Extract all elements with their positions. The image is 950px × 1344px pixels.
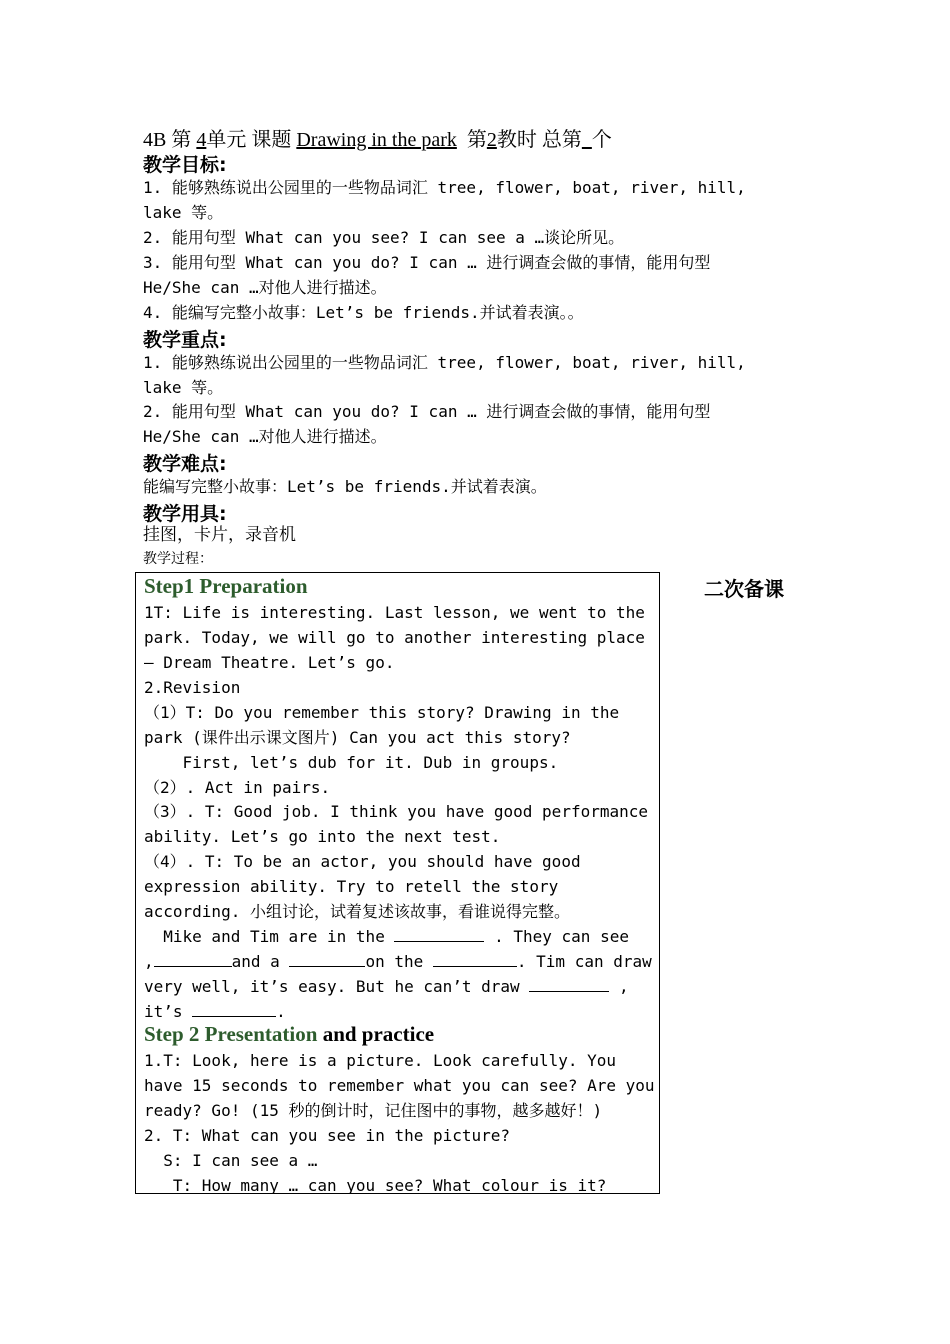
tools-heading: 教学用具: bbox=[143, 503, 227, 525]
story-line bbox=[144, 999, 286, 1024]
story-text: it’s bbox=[144, 1002, 183, 1021]
story-text: , bbox=[618, 977, 629, 996]
key-point-line: lake 等。 bbox=[143, 378, 224, 397]
difficulty-line: 能编写完整小故事：Let’s be friends.并试着表演。 bbox=[143, 477, 547, 496]
fill-blank[interactable] bbox=[154, 950, 232, 967]
objective-line: He/She can …对他人进行描述。 bbox=[143, 278, 387, 297]
objective-line: lake 等。 bbox=[143, 203, 224, 222]
fill-blank[interactable] bbox=[394, 925, 484, 942]
story-text: , bbox=[144, 952, 154, 971]
step1-line: – Dream Theatre. Let’s go. bbox=[144, 653, 395, 672]
step2-line: 2. T: What can you see in the picture? bbox=[144, 1126, 511, 1145]
step1-line: 2.Revision bbox=[144, 678, 241, 697]
fill-blank[interactable] bbox=[289, 950, 365, 967]
step1-line: 1T: Life is interesting. Last lesson, we went to the bbox=[144, 603, 645, 622]
fill-blank[interactable] bbox=[529, 975, 609, 992]
lesson-title-line bbox=[143, 123, 612, 152]
story-line bbox=[144, 949, 652, 974]
grade-unit-prefix: 4B 第 bbox=[143, 129, 192, 151]
teaching-process-box bbox=[135, 572, 660, 1194]
story-text: very well, it’s easy. But he can’t draw bbox=[144, 977, 520, 996]
period-suffix: 教时 总第 bbox=[496, 129, 582, 151]
step2-title-main: Step 2 Presentation bbox=[144, 1022, 318, 1046]
step1-line: （4）. T: To be an actor, you should have good bbox=[144, 852, 581, 871]
key-point-line: 2. 能用句型 What can you do? I can … 进行调查会做的事情，能用句型 bbox=[143, 402, 711, 421]
period-number: 2 bbox=[486, 129, 497, 151]
key-point-line: He/She can …对他人进行描述。 bbox=[143, 427, 387, 446]
step1-line: （1）T: Do you remember this story? Drawing in the bbox=[144, 703, 620, 722]
step2-line: have 15 seconds to remember what you can see? Are you bbox=[144, 1076, 655, 1095]
difficulties-heading: 教学难点: bbox=[143, 453, 227, 475]
step2-line: ready? Go! (15 秒的倒计时，记住图中的事物，越多越好！) bbox=[144, 1101, 603, 1120]
secondary-prep-note: 二次备课 bbox=[704, 577, 784, 601]
step1-line: park. Today, we will go to another interesting place bbox=[144, 628, 645, 647]
key-points-heading: 教学重点: bbox=[143, 329, 227, 351]
total-suffix: 个 bbox=[591, 129, 612, 151]
story-text: . Tim can draw bbox=[516, 952, 652, 971]
step1-line: ability. Let’s go into the next test. bbox=[144, 827, 501, 846]
key-point-line: 1. 能够熟练说出公园里的一些物品词汇 tree, flower, boat, river, hill, bbox=[143, 353, 746, 372]
story-text: . They can see bbox=[494, 927, 629, 946]
fill-blank[interactable] bbox=[433, 950, 517, 967]
story-text: on the bbox=[365, 952, 424, 971]
story-text: and a bbox=[231, 952, 280, 971]
lesson-topic: Drawing in the park bbox=[296, 129, 457, 151]
step1-line: according. 小组讨论，试着复述该故事，看谁说得完整。 bbox=[144, 902, 570, 921]
step1-title: Step1 Preparation bbox=[144, 574, 308, 598]
story-text: . bbox=[276, 1002, 286, 1021]
objective-line: 1. 能够熟练说出公园里的一些物品词汇 tree, flower, boat, river, hill, bbox=[143, 178, 746, 197]
unit-number: 4 bbox=[196, 129, 207, 151]
objective-line: 2. 能用句型 What can you see? I can see a …谈论所见。 bbox=[143, 228, 625, 247]
step2-title-rest: and practice bbox=[317, 1022, 435, 1046]
step1-line: （3）. T: Good job. I think you have good performance bbox=[144, 802, 649, 821]
fill-blank[interactable] bbox=[192, 1000, 276, 1017]
total-blank bbox=[582, 129, 592, 151]
step1-line: park (课件出示课文图片) Can you act this story? bbox=[144, 728, 571, 747]
story-text: Mike and Tim are in the bbox=[144, 927, 385, 946]
tools-line: 挂图，卡片，录音机 bbox=[143, 525, 296, 545]
step1-line: First, let’s dub for it. Dub in groups. bbox=[144, 753, 559, 772]
unit-label: 单元 课题 bbox=[206, 129, 292, 151]
story-line bbox=[144, 924, 629, 949]
step2-line: S: I can see a … bbox=[144, 1151, 318, 1170]
step2-line: T: How many … can you see? What colour is it? bbox=[144, 1176, 607, 1194]
objectives-heading: 教学目标: bbox=[143, 154, 227, 176]
objective-line: 3. 能用句型 What can you do? I can … 进行调查会做的事情，能用句型 bbox=[143, 253, 711, 272]
objective-line: 4. 能编写完整小故事：Let’s be friends.并试着表演。。 bbox=[143, 303, 584, 322]
step2-line: 1.T: Look, here is a picture. Look carefully. You bbox=[144, 1051, 617, 1070]
step1-line: （2）. Act in pairs. bbox=[144, 778, 331, 797]
step2-title bbox=[144, 1022, 434, 1047]
story-line bbox=[144, 974, 629, 999]
period-prefix: 第 bbox=[466, 129, 487, 151]
process-label: 教学过程： bbox=[143, 551, 213, 567]
step1-line: expression ability. Try to retell the story bbox=[144, 877, 559, 896]
